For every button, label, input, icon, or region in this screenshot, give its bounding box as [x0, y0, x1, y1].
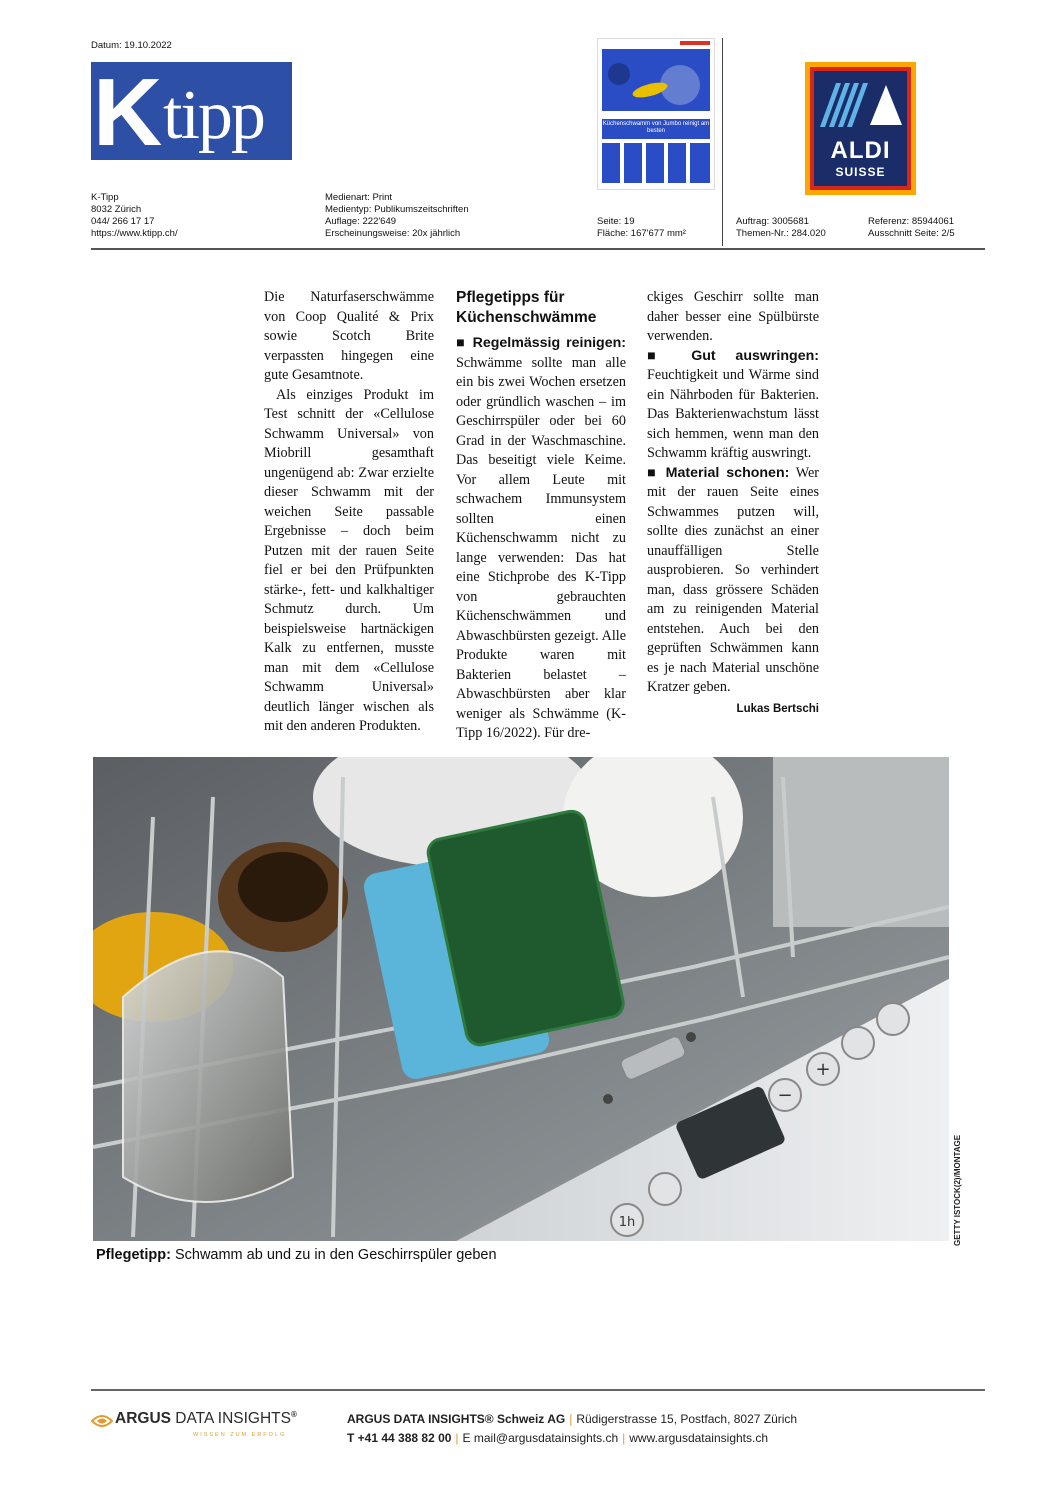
tip-auswringen: ■ Gut auswringen: Feuchtigkeit und Wärme sind ein Nährboden für Bakterien. Das Bakterienwachstum lässt sich hemmen, wenn man den Schwamm kräftig auswringt. [647, 347, 819, 461]
article-column-3 [647, 288, 819, 719]
paragraph: Die Naturfaserschwämme von Coop Qualité & Prix sowie Scotch Brite verpassten hingegen eine gute Gesamtnote. [264, 289, 434, 383]
logo-tipp: tipp [163, 77, 264, 154]
argus-eye-icon [91, 1413, 113, 1429]
photo-caption: Pflegetipp: Schwamm ab und zu in den Geschirrspüler geben [96, 1247, 497, 1263]
reference-info: Referenz: 85944061 Ausschnitt Seite: 2/5 [868, 216, 955, 239]
tip-regelmaessig: ■ Regelmässig reinigen: Schwämme sollte man alle ein bis zwei Wochen ersetzen oder gründlich waschen – im Geschirrspüler oder bei 60 Grad in der Waschmaschine. Das beseitigt viele Keime. Vor allem Leute mit schwachem Immunsystem sollten einen Küchenschwamm nicht zu lange verwenden: Das hat eine Stichprobe des K-Tipp von gebrauchten Küchenschwämmen und Abwaschbürsten gezeigt. Alle Produkte waren mit Bakterien belastet – Abwaschbürsten aber klar weniger als Schwämme (K-Tipp 16/2022). Für dre- [456, 335, 626, 741]
publisher-info: K-Tipp 8032 Zürich 044/ 266 17 17 https://www.ktipp.ch/ [91, 192, 178, 239]
panel-minus-label: − [777, 1085, 793, 1106]
thumbnail-headline: Küchenschwamm von Jumbo reinigt am besten [602, 119, 710, 139]
footer-email[interactable]: E mail@argusdatainsights.ch [462, 1431, 619, 1445]
aldi-name: ALDI [830, 137, 891, 164]
tip-material: ■ Material schonen: Wer mit der rauen Seite eines Schwammes putzen will, sollte dies zunächst an einer unauffälligen Stelle ausprobieren. So verhindert man, dass grössere Schäden am zu reinigenden Material entstehen. Auch bei den geprüften Schwämmen kann es je nach Material unschöne Kratzer geben. [647, 464, 819, 695]
logo-k: K [93, 62, 157, 160]
footer-phone: T +41 44 388 82 00 [347, 1431, 452, 1445]
ktipp-logo [91, 62, 292, 160]
panel-1h-label: 1h [618, 1215, 636, 1230]
publisher-url[interactable]: https://www.ktipp.ch/ [91, 228, 178, 239]
header-divider [722, 38, 723, 246]
author-byline: Lukas Bertschi [736, 702, 819, 715]
argus-claim: WISSEN ZUM ERFOLG [193, 1432, 287, 1438]
footer-contact: ARGUS DATA INSIGHTS® Schweiz AG | Rüdigerstrasse 15, Postfach, 8027 Zürich T +41 44 388 82 00 | E mail@argusdatainsights.ch | www.argusdatainsights.ch [347, 1412, 798, 1445]
tips-box-title: Pflegetipps für Küchenschwämme [456, 289, 597, 326]
argus-logo: ARGUS DATA INSIGHTS® WISSEN ZUM ERFOLG [91, 1410, 311, 1444]
header-rule [91, 248, 985, 250]
tip-continued: ckiges Geschirr sollte man daher besser eine Spülbürste verwenden. [647, 289, 819, 344]
document-date: Datum: 19.10.2022 [91, 40, 172, 51]
thumbnail-tag [680, 41, 710, 45]
photo-credit: GETTY ISTOCK(2)/MONTAGE [953, 1134, 962, 1246]
page-info: Seite: 19 Fläche: 167'677 mm² [597, 216, 686, 239]
panel-plus-label: + [815, 1059, 831, 1080]
dishwasher-photo [93, 757, 949, 1241]
page-thumbnail [597, 38, 715, 190]
paragraph: Als einziges Produkt im Test schnitt der «Cellulose Schwamm Universal» von Miobrill gesamthaft ungenügend ab: Zwar erzielte dieser Schwamm mit der weichen Seite passable Ergebnisse – doch beim Putzen mit der rauen Seite fiel er bei den Prüfpunkten stärke-, fett- und kalkhaltiger Schmutz durch. Um beispielsweise hartnäckigen Kalk zu entfernen, musste man mit dem «Cellulose Schwamm Universal» deutlich länger wischen als mit den anderen Produkten. [264, 386, 434, 734]
media-info: Medienart: Print Medientyp: Publikumszeitschriften Auflage: 222'649 Erscheinungsweise: 20x jährlich [325, 192, 469, 239]
footer-rule [91, 1389, 985, 1391]
thumbnail-photo [602, 49, 710, 111]
aldi-country: SUISSE [835, 165, 886, 179]
aldi-logo [805, 62, 916, 195]
article-column-2 [456, 288, 626, 744]
order-info: Auftrag: 3005681 Themen-Nr.: 284.020 [736, 216, 826, 239]
footer-web[interactable]: www.argusdatainsights.ch [629, 1431, 769, 1445]
article-column-1 [264, 288, 434, 737]
